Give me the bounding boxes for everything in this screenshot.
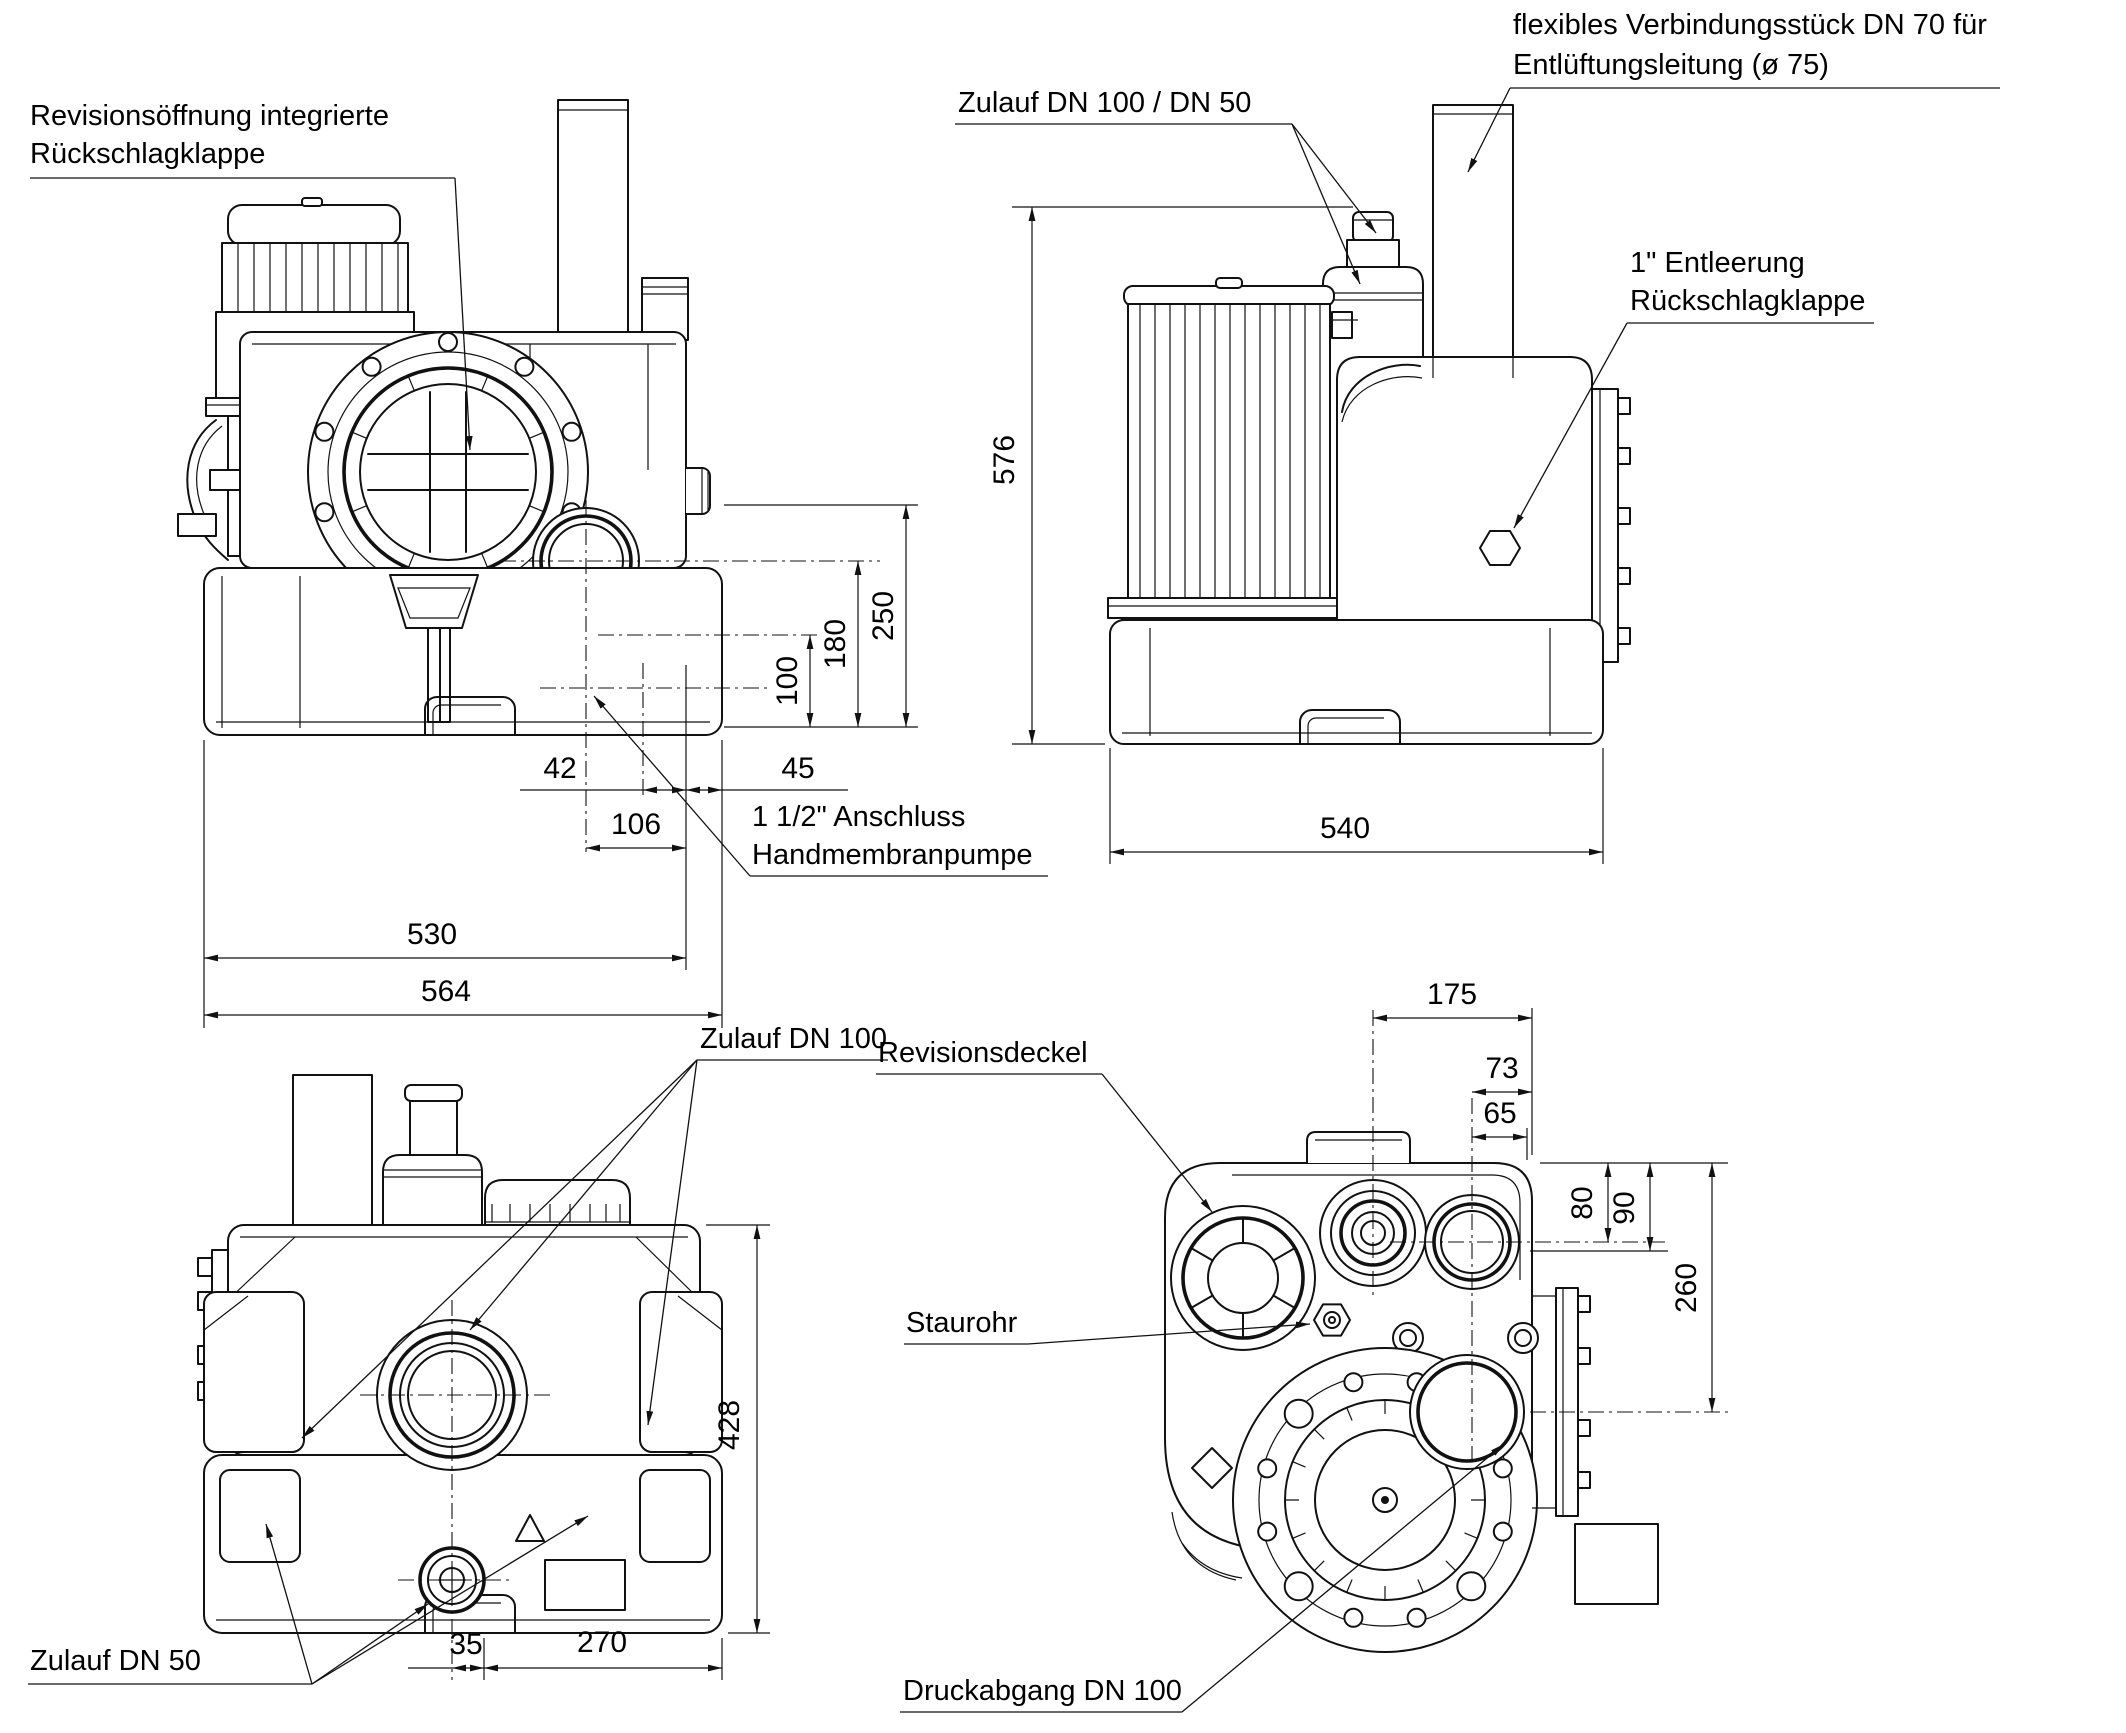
revision-opening-label-line2: Rückschlagklappe	[30, 138, 266, 170]
side-dim-540	[1110, 748, 1603, 864]
pressure-outlet-label: Druckabgang DN 100	[903, 1675, 1182, 1707]
top-junction-box-icon	[1575, 1524, 1658, 1604]
staurohr-label: Staurohr	[906, 1307, 1018, 1339]
dim-90: 90	[1608, 1191, 1641, 1225]
drain-label-line2: Rückschlagklappe	[1630, 285, 1866, 317]
top-view	[876, 978, 1730, 1712]
inlet-dn100-label: Zulauf DN 100	[700, 1023, 887, 1055]
top-staurohr-icon	[1314, 1304, 1350, 1335]
dim-80: 80	[1566, 1186, 1599, 1220]
dim-428: 428	[713, 1399, 746, 1451]
rear-vent-connection-icon	[383, 1085, 482, 1225]
dim-73: 73	[1485, 1052, 1519, 1085]
dim-65: 65	[1483, 1097, 1517, 1130]
side-label-flex-connector	[1468, 9, 2000, 172]
flex-label-line1: flexibles Verbindungsstück DN 70 für	[1513, 9, 1987, 41]
rear-inlet-boss-left-icon	[204, 1292, 304, 1452]
top-pressure-outlet-bore-icon	[1410, 1355, 1524, 1469]
revision-opening-label-line1: Revisionsöffnung integrierte	[30, 100, 389, 132]
dim-530: 530	[406, 918, 458, 951]
dim-106: 106	[610, 808, 662, 841]
dim-250: 250	[867, 590, 900, 642]
dim-35: 35	[449, 1628, 483, 1661]
front-nozzle-upper-icon	[686, 468, 710, 514]
side-drain-plug-icon	[1480, 531, 1520, 565]
dim-270: 270	[576, 1626, 628, 1659]
handpump-label-line1: 1 1/2" Anschluss	[752, 801, 966, 833]
side-outlet-flange-icon	[1592, 389, 1630, 662]
flex-label-line2: Entlüftungsleitung (ø 75)	[1513, 49, 1829, 81]
dim-540: 540	[1319, 812, 1371, 845]
inlet-leader-2	[1292, 124, 1360, 284]
rear-dim-35-270	[408, 1626, 722, 1680]
top-label-inspection-cover	[876, 1037, 1212, 1212]
rear-ribbed-cap-icon	[485, 1180, 630, 1225]
rear-inlet-dn50-boss-right-icon	[640, 1470, 710, 1562]
side-body	[1337, 357, 1592, 622]
top-bolt-2-icon	[1508, 1323, 1538, 1353]
rear-inlet-boss-right-icon	[640, 1292, 722, 1452]
inlet-dn50-label: Zulauf DN 50	[30, 1645, 201, 1677]
dim-260: 260	[1670, 1262, 1703, 1314]
drain-label-line1: 1" Entleerung	[1630, 247, 1805, 279]
top-handle-icon	[1307, 1132, 1410, 1163]
dim-45: 45	[781, 752, 815, 785]
rear-inlet-dn50-boss-left-icon	[220, 1470, 300, 1562]
front-tank	[204, 568, 722, 735]
inspection-cover-label: Revisionsdeckel	[878, 1037, 1088, 1069]
rear-discharge-pipe-icon	[293, 1075, 372, 1225]
dim-576: 576	[988, 434, 1021, 486]
side-tank	[1110, 620, 1603, 744]
dim-564: 564	[420, 975, 472, 1008]
inlet-top-label: Zulauf DN 100 / DN 50	[958, 87, 1252, 119]
front-view	[30, 100, 1048, 1028]
inlet-leader-1	[1292, 124, 1376, 233]
side-vent-pipe-icon	[1433, 105, 1513, 357]
dim-180: 180	[819, 618, 852, 670]
front-discharge-pipe-icon	[558, 100, 688, 340]
dim-100: 100	[771, 655, 804, 707]
front-dim-right	[724, 505, 918, 727]
inspection-cover-leader	[1102, 1074, 1212, 1212]
dim-175: 175	[1426, 978, 1478, 1011]
rear-view	[28, 1023, 888, 1684]
handpump-label-line2: Handmembranpumpe	[752, 839, 1033, 871]
side-view	[955, 9, 2000, 864]
top-right-flange-icon	[1532, 1288, 1590, 1516]
side-label-inlet	[955, 87, 1376, 284]
dim-42: 42	[543, 752, 577, 785]
side-motor-icon	[1108, 278, 1342, 656]
